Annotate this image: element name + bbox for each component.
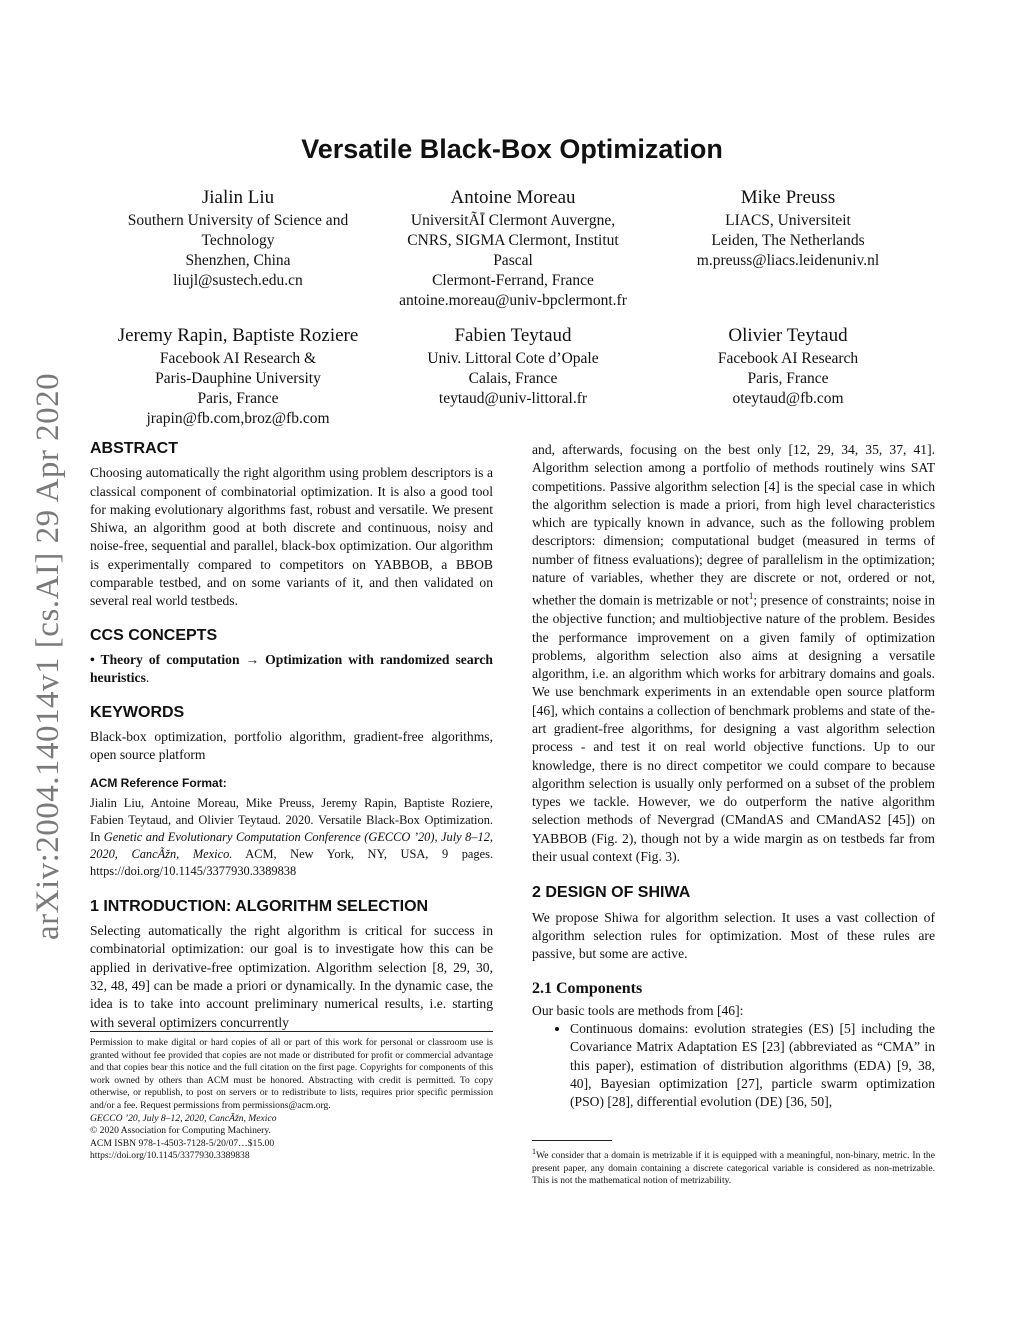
author-affiliation: UniversitÃĪ Clermont Auvergne, bbox=[410, 212, 616, 229]
author-location: Calais, France bbox=[468, 370, 558, 387]
abstract-text: Choosing automatically the right algorithm using problem descriptors is a classical component of combinatorial optimization. It is also a good tool for making evolutionary algorithms fast, robust and versatile. We present Shiwa, an algorithm good at both discrete and continuous, noisy and noise-free, sequential and parallel, black-box optimization. Our algorithm is experimentally compared to competitors on YABBOB, a BBOB comparable testbed, and on some variants of it, and then validated on several real world testbeds. bbox=[90, 465, 493, 609]
sec2-heading: 2 DESIGN OF SHIWA bbox=[532, 884, 691, 902]
author-location: Clermont-Ferrand, France bbox=[432, 272, 594, 289]
permission-copyright: © 2020 Association for Computing Machinery. bbox=[90, 1125, 271, 1137]
acm-ref-pre: Jialin Liu, Antoine Moreau, Mike Preuss, Jeremy Rapin, Baptiste Roziere, Fabien Teytaud, and Olivier Teytaud. 2020. Versatile Black-Box Optimization. In bbox=[90, 795, 493, 844]
permission-rule bbox=[90, 1031, 493, 1032]
intro-text: Selecting automatically the right algorithm is critical for success in combinatorial optimization: our goal is to investigate how this can be applied in derivative-free optimization. Algorithm selection [8, 29, 30, 32, 48, 49] can be made a priori or dynamically. In the dynamic case, the idea is to take into account preliminary numerical results, i.e. starting with several optimizers concurrently bbox=[90, 923, 493, 1030]
permission-block bbox=[90, 1037, 493, 1163]
permission-isbn: ACM ISBN 978-1-4503-7128-5/20/07…$15.00 bbox=[90, 1137, 275, 1149]
author-email: oteytaud@fb.com bbox=[732, 390, 844, 407]
author-name: Olivier Teytaud bbox=[728, 325, 848, 346]
author-email: antoine.moreau@univ-bpclermont.fr bbox=[399, 292, 627, 309]
author-location: Paris, France bbox=[747, 370, 829, 387]
author-block-f-teytaud bbox=[368, 323, 658, 409]
ccs-text bbox=[90, 651, 493, 688]
sec2-text: We propose Shiwa for algorithm selection. It uses a vast collection of algorithm selection rules for optimization. Most of these rules are passive, but some are active. bbox=[532, 909, 935, 962]
components-list bbox=[532, 1020, 935, 1111]
footnote-text: We consider that a domain is metrizable if it is equipped with a meaningful, non-binary, metric. In the present paper, any domain containing a discrete categorical variable is considered as non-metrizable. This is not the mathematical notion of metrizability. bbox=[532, 1150, 935, 1187]
ccs-concept: • Theory of computation → Optimization with randomized search heuristics bbox=[90, 651, 493, 686]
footnote-ref: 1 bbox=[748, 591, 754, 602]
permission-doi: https://doi.org/10.1145/3377930.3389838 bbox=[90, 1150, 250, 1162]
author-block-o-teytaud bbox=[643, 323, 933, 409]
author-affiliation: Facebook AI Research & bbox=[159, 350, 317, 367]
permission-venue: GECCO ’20, July 8–12, 2020, CancÃžn, Mexico bbox=[90, 1112, 277, 1124]
author-name: Jialin Liu bbox=[201, 187, 275, 208]
author-block-preuss bbox=[643, 185, 933, 271]
footnote bbox=[532, 1146, 935, 1188]
author-affiliation: Pascal bbox=[493, 252, 533, 269]
paper-title: Versatile Black-Box Optimization bbox=[301, 134, 723, 164]
arxiv-stamp: arXiv:2004.14014v1 [cs.AI] 29 Apr 2020 bbox=[30, 372, 66, 940]
abstract-heading: ABSTRACT bbox=[90, 440, 178, 457]
sec21-heading: 2.1 Components bbox=[532, 979, 643, 997]
author-name: Fabien Teytaud bbox=[454, 325, 572, 346]
right-para-1a: and, afterwards, focusing on the best only [12, 29, 34, 35, 37, 41]. Algorithm selection among a portfolio of methods routinely wins SAT competitions. Passive algorithm selection [4] is the special case in which the algorithm selection is made a priori, from high level characteristics which are typically known in advance, such as the following problem descriptors: dimension; computational budget (measured in terms of number of fitness evaluations); degree of parallelism in the optimization; nature of variables, whether they are discrete or not, ordered or not, whether the domain is metrizable or not bbox=[532, 442, 935, 608]
right-para-1b: ; presence of constraints; noise in the objective function; and multiobjective nature of the problem. Besides the performance improvement on a given family of optimization problems, algorithm selection also aims at designing a versatile algorithm, i.e. an algorithm which works for arbitrary domains and goals. We use benchmark experiments in an extendable open source platform [46], which contains a collection of benchmark problems and state of the-art gradient-free algorithms, for designing a vast algorithm selection process - and test it on real world objective functions. Up to our knowledge, there is no direct competitor we could compare to because algorithm selection is usually only performed on a subset of the problem types we tackle. However, we do outperform the native algorithm selection methods of Nevergrad (CMandAS and CMandAS2 [45]) on YABBOB (Fig. 2), though not by a wide margin as on testbeds far from their usual context (Fig. 3). bbox=[532, 592, 935, 865]
author-email: liujl@sustech.edu.cn bbox=[173, 272, 303, 289]
acm-ref-text bbox=[90, 795, 493, 880]
footnote-mark: 1 bbox=[532, 1147, 536, 1156]
author-block-liu bbox=[93, 185, 383, 291]
author-affiliation: Southern University of Science and bbox=[127, 212, 349, 229]
sec21-text: Our basic tools are methods from [46]: bbox=[532, 1002, 744, 1018]
left-column bbox=[90, 440, 493, 1032]
author-email: m.preuss@liacs.leidenuniv.nl bbox=[696, 252, 880, 269]
acm-ref-heading: ACM Reference Format: bbox=[90, 776, 227, 791]
author-affiliation: Univ. Littoral Cote d’Opale bbox=[427, 350, 599, 367]
author-affiliation: Facebook AI Research bbox=[717, 350, 859, 367]
right-para-1 bbox=[532, 441, 935, 866]
author-location: Paris, France bbox=[197, 390, 279, 407]
keywords-heading: KEYWORDS bbox=[90, 703, 185, 721]
right-column bbox=[532, 441, 935, 1112]
author-location: Shenzhen, China bbox=[185, 252, 291, 269]
author-affiliation: LIACS, Universiteit bbox=[725, 212, 851, 229]
author-name: Antoine Moreau bbox=[450, 187, 576, 208]
acm-ref-post: ACM, New York, NY, USA, 9 pages. https://doi.org/10.1145/3377930.3389838 bbox=[90, 846, 494, 878]
author-email: jrapin@fb.com,broz@fb.com bbox=[146, 410, 330, 427]
list-item: • Continuous domains: evolution strategies (ES) [5] including the Covariance Matrix Adaptation ES [23] (abbreviated as “CMA” in this paper), estimation of distribution algorithms (EDA) [9, 38, 40], Bayesian optimization [27], particle swarm optimization (PSO) [28], differential evolution (DE) [36, 50], bbox=[570, 1020, 935, 1111]
intro-heading: 1 INTRODUCTION: ALGORITHM SELECTION bbox=[90, 897, 429, 915]
keywords-text: Black-box optimization, portfolio algorithm, gradient-free algorithms, open source platform bbox=[90, 728, 493, 763]
permission-text: Permission to make digital or hard copies of all or part of this work for personal or classroom use is granted without fee provided that copies are not made or distributed for profit or commercial advantage and that copies bear this notice and the full citation on the first page. Copyrights for components of this work owned by others than ACM must be honored. Abstracting with credit is permitted. To copy otherwise, or republish, to post on servers or to redistribute to lists, requires prior specific permission and/or a fee. Request permissions from permissions@acm.org. bbox=[90, 1037, 493, 1111]
author-location: Leiden, The Netherlands bbox=[711, 232, 865, 249]
author-name: Mike Preuss bbox=[740, 187, 836, 208]
ccs-end: . bbox=[145, 670, 150, 686]
author-block-moreau bbox=[368, 185, 658, 311]
footnote-rule bbox=[532, 1140, 612, 1141]
author-affiliation: Paris-Dauphine University bbox=[155, 370, 321, 387]
author-name: Jeremy Rapin, Baptiste Roziere bbox=[117, 325, 359, 346]
author-email: teytaud@univ-littoral.fr bbox=[438, 390, 588, 407]
author-affiliation: Technology bbox=[201, 232, 275, 249]
acm-ref-venue: Genetic and Evolutionary Computation Conference (GECCO ’20), July 8–12, 2020, CancÃžn, Mexico. bbox=[90, 829, 493, 861]
author-affiliation: CNRS, SIGMA Clermont, Institut bbox=[407, 232, 619, 249]
ccs-heading: CCS CONCEPTS bbox=[90, 626, 218, 644]
author-block-rapin-roziere bbox=[93, 323, 383, 429]
